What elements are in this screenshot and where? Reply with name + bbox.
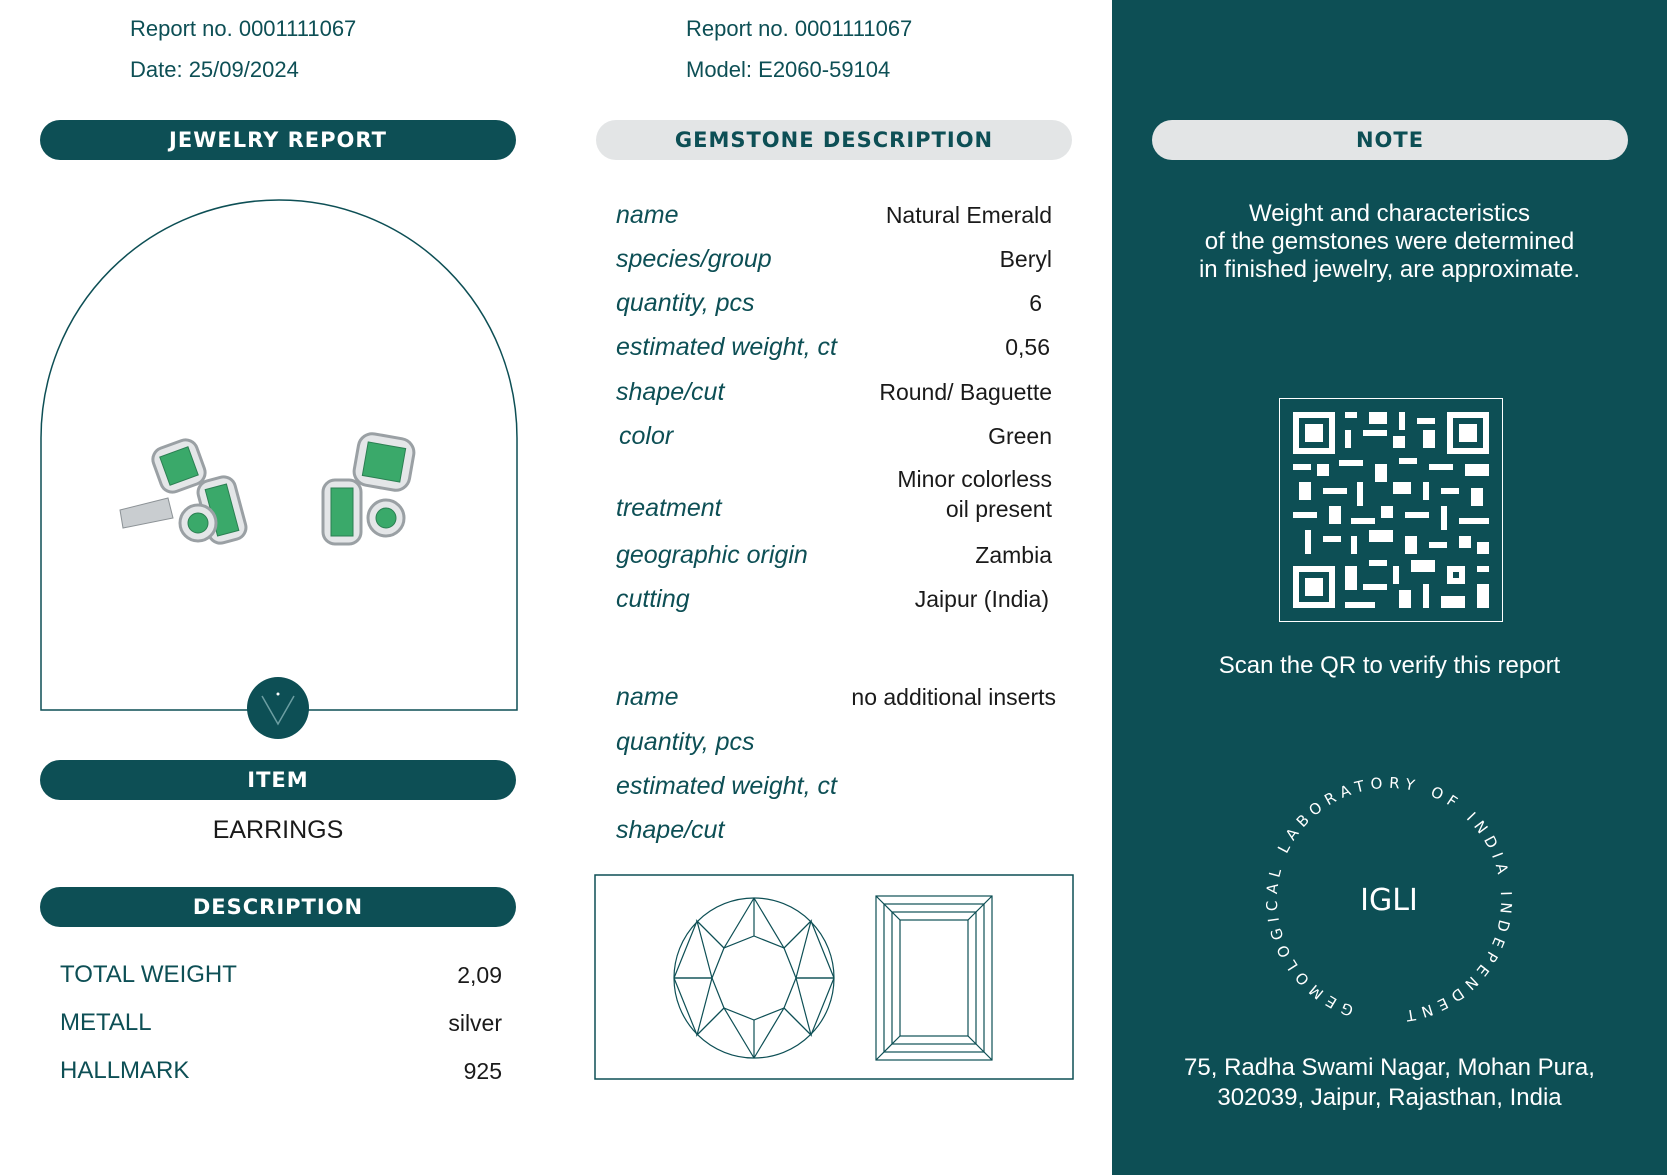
laboratory-seal-icon (1239, 750, 1539, 1050)
gem-label: estimated weight, ct (616, 332, 837, 361)
note-header: NOTE (1152, 120, 1628, 160)
description-label: TOTAL WEIGHT (60, 961, 237, 988)
gem-value: Green (988, 422, 1052, 449)
insert-label: estimated weight, ct (616, 771, 837, 800)
gem-row-species (616, 239, 1052, 279)
gemstone-description-header: GEMSTONE DESCRIPTION (596, 120, 1072, 160)
seal-ring-text: GEMOLOGICAL LABORATORY OF INDIA INDEPENDENT (1262, 773, 1516, 1026)
brand-logo-icon (246, 676, 310, 740)
gem-label: species/group (616, 244, 772, 273)
gem-value: Zambia (975, 541, 1052, 568)
description-row-total-weight (60, 955, 502, 995)
lab-address (1112, 1053, 1667, 1113)
cut-diagram-box (594, 874, 1074, 1080)
item-value: EARRINGS (212, 816, 344, 844)
description-value: silver (448, 1009, 502, 1036)
gem-value-line: Minor colorless (897, 466, 1052, 492)
middle-report-number: Report no. 0001111067 (686, 16, 913, 41)
model-number: Model: E2060-59104 (686, 57, 891, 82)
gem-value: Jaipur (India) (914, 585, 1049, 612)
item-header: ITEM (40, 760, 516, 800)
gem-row-cutting (616, 579, 1049, 619)
gem-row-shape (616, 372, 1052, 412)
earring-left-image (120, 437, 249, 546)
insert-label: quantity, pcs (616, 727, 755, 756)
insert-row-shape (616, 810, 1056, 850)
gem-label: cutting (616, 584, 690, 613)
seal-center-text: IGLI (1360, 883, 1418, 918)
gem-label: treatment (616, 494, 722, 522)
gem-row-color (619, 416, 1052, 456)
gem-row-name (616, 195, 1052, 235)
gem-label: shape/cut (616, 377, 725, 406)
insert-value: no additional inserts (851, 683, 1056, 710)
note-line: in finished jewelry, are approximate. (1198, 256, 1581, 283)
description-row-hallmark (60, 1051, 502, 1091)
description-label: METALL (60, 1009, 152, 1036)
baguette-cut-diagram-icon (876, 896, 992, 1060)
gem-label: name (616, 200, 679, 229)
description-row-metall (60, 1003, 502, 1043)
insert-row-weight (616, 766, 1056, 806)
gem-value: 6 (1029, 289, 1042, 316)
jewelry-report-header: JEWELRY REPORT (40, 120, 516, 160)
earring-right-image (323, 432, 416, 544)
gem-value: Natural Emerald (885, 201, 1052, 228)
left-report-date: Date: 25/09/2024 (130, 57, 299, 82)
round-cut-diagram-icon (674, 898, 834, 1058)
description-header: DESCRIPTION (40, 887, 516, 927)
gem-label: quantity, pcs (616, 288, 755, 317)
gem-row-origin (616, 535, 1052, 575)
gem-label: color (619, 421, 674, 450)
insert-label: shape/cut (616, 815, 725, 844)
gem-value: Beryl (999, 245, 1052, 272)
insert-row-quantity (616, 722, 1056, 762)
description-value: 925 (463, 1057, 502, 1084)
gem-label: geographic origin (616, 540, 808, 569)
description-value: 2,09 (457, 961, 502, 988)
gem-value: 0,56 (1005, 333, 1050, 360)
product-image-frame (38, 198, 520, 738)
insert-label: name (616, 682, 679, 711)
address-line: 75, Radha Swami Nagar, Mohan Pura, (1184, 1054, 1595, 1081)
left-report-number: Report no. 0001111067 (130, 16, 357, 41)
gem-value-line: oil present (945, 496, 1052, 522)
scan-instruction: Scan the QR to verify this report (1218, 652, 1561, 679)
gem-value: Round/ Baguette (879, 378, 1052, 405)
gem-row-weight (616, 327, 1050, 367)
note-line: Weight and characteristics (1248, 200, 1530, 227)
note-line: of the gemstones were determined (1204, 228, 1575, 255)
right-panel (1112, 0, 1667, 1175)
note-text (1112, 200, 1667, 284)
gem-value (897, 464, 1052, 524)
qr-code[interactable] (1279, 398, 1503, 622)
address-line: 302039, Jaipur, Rajasthan, India (1217, 1084, 1562, 1111)
gem-row-quantity (616, 283, 1042, 323)
insert-row-name (616, 677, 1056, 717)
gem-row-treatment (616, 462, 1052, 526)
description-label: HALLMARK (60, 1057, 190, 1084)
